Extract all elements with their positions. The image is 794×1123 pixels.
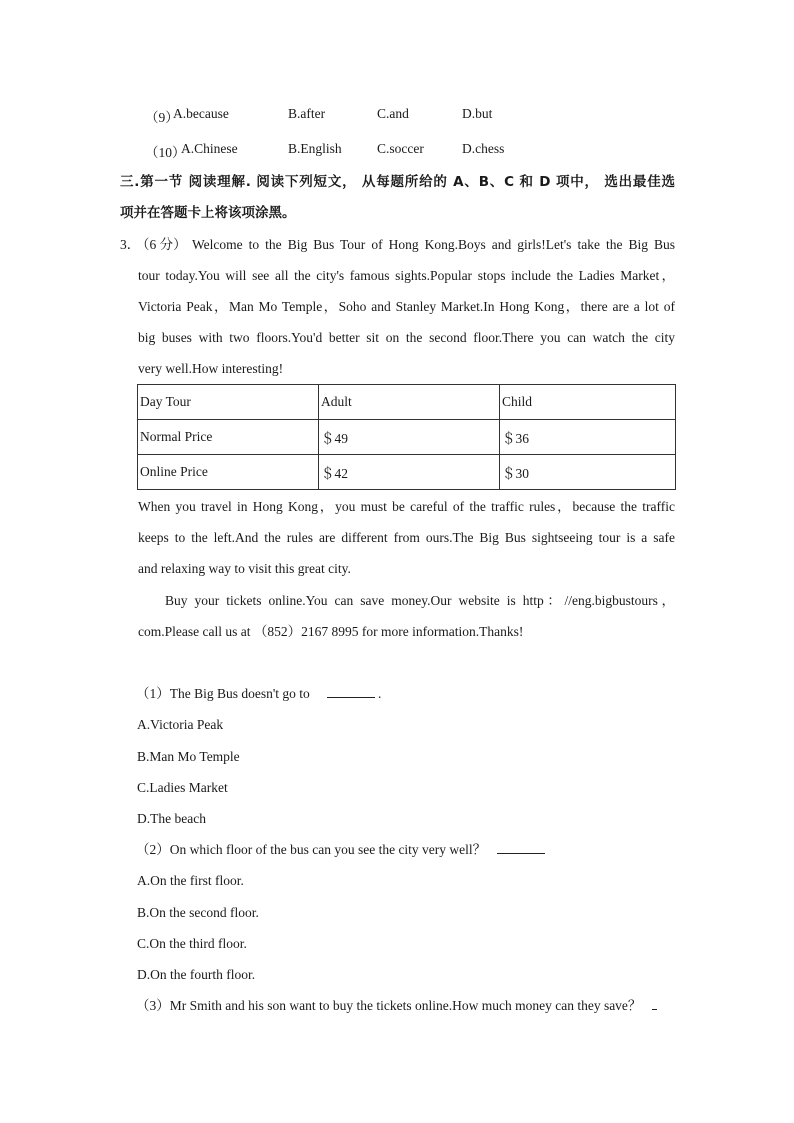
q10-option-a: A.Chinese xyxy=(181,141,238,156)
q9-option-b: B.after xyxy=(288,106,326,121)
passage-line-4: big buses with two floors.You'd better sit on the second floor.There you can watch the city xyxy=(138,330,675,345)
table-header-row xyxy=(138,385,676,420)
table-header-cell: Child xyxy=(500,385,676,420)
question-1-stem xyxy=(136,685,381,703)
question-2-option-d: D.On the fourth floor. xyxy=(137,967,256,982)
answer-blank xyxy=(497,841,545,854)
table-cell: ＄30 xyxy=(500,455,676,490)
q9-option-c: C.and xyxy=(377,106,409,121)
q9-option-a: A.because xyxy=(173,106,229,121)
question-1-tail: . xyxy=(377,686,382,701)
question-2-option-b: B.On the second floor. xyxy=(137,905,259,920)
question-2-option-c: C.On the third floor. xyxy=(137,936,247,951)
q10-option-b: B.English xyxy=(288,141,342,156)
q10-option-c: C.soccer xyxy=(377,141,424,156)
passage-number: 3． xyxy=(120,237,141,252)
question-2-stem xyxy=(136,841,545,859)
question-1-option-c: C.Ladies Market xyxy=(137,780,228,795)
q10-number: （10） xyxy=(145,145,186,160)
answer-blank xyxy=(327,685,375,698)
passage-after-table-line-3: and relaxing way to visit this great city. xyxy=(138,561,351,576)
q9-number: （9） xyxy=(145,110,179,125)
table-header-cell: Adult xyxy=(319,385,500,420)
answer-blank xyxy=(652,997,657,1010)
question-3-text: （3）Mr Smith and his son want to buy the tickets online.How much money can they save？ xyxy=(136,998,642,1013)
table-cell: ＄36 xyxy=(500,420,676,455)
question-1-option-b: B.Man Mo Temple xyxy=(137,749,240,764)
question-2-option-a: A.On the first floor. xyxy=(137,873,244,888)
section-heading-line-2: 项并在答题卡上将该项涂黑。 xyxy=(120,205,296,221)
q9-option-d: D.but xyxy=(462,106,493,121)
passage-score: （6 分） xyxy=(136,237,187,252)
passage-line-1: Welcome to the Big Bus Tour of Hong Kong.Boys and girls!Let's take the Big Bus xyxy=(192,237,675,252)
table-row xyxy=(138,455,676,490)
passage-line-3: Victoria Peak，Man Mo Temple，Soho and Stanley Market.In Hong Kong，there are a lot of xyxy=(138,299,675,314)
table-header-cell: Day Tour xyxy=(138,385,319,420)
question-1-option-d: D.The beach xyxy=(137,811,206,826)
passage-after-table-line-2: keeps to the left.And the rules are different from ours.The Big Bus sightseeing tour is a safe xyxy=(138,530,675,545)
table-cell: Online Price xyxy=(138,455,319,490)
question-3-stem xyxy=(136,997,657,1015)
question-1-text: （1）The Big Bus doesn't go to xyxy=(136,686,310,701)
question-2-text: （2）On which floor of the bus can you see the city very well？ xyxy=(136,842,487,857)
table-cell: ＄42 xyxy=(319,455,500,490)
table-cell: Normal Price xyxy=(138,420,319,455)
table-cell: ＄49 xyxy=(319,420,500,455)
table-row xyxy=(138,420,676,455)
question-1-option-a: A.Victoria Peak xyxy=(137,717,224,732)
passage-after-table-line-1: When you travel in Hong Kong，you must be careful of the traffic rules，because the traffic xyxy=(138,499,675,514)
section-heading-line-1: 三.第一节 阅读理解. 阅读下列短文， 从每题所给的 A、B、C 和 D 项中， 选出最佳选 xyxy=(120,174,675,190)
passage-para2-line-1: Buy your tickets online.You can save money.Our website is http：//eng.bigbustours， xyxy=(165,593,675,608)
price-table xyxy=(137,384,676,490)
passage-line-5: very well.How interesting! xyxy=(138,361,284,376)
q10-option-d: D.chess xyxy=(462,141,505,156)
passage-para2-line-2: com.Please call us at （852）2167 8995 for more information.Thanks! xyxy=(138,624,524,639)
passage-line-2: tour today.You will see all the city's famous sights.Popular stops include the Ladies Market， xyxy=(138,268,675,283)
